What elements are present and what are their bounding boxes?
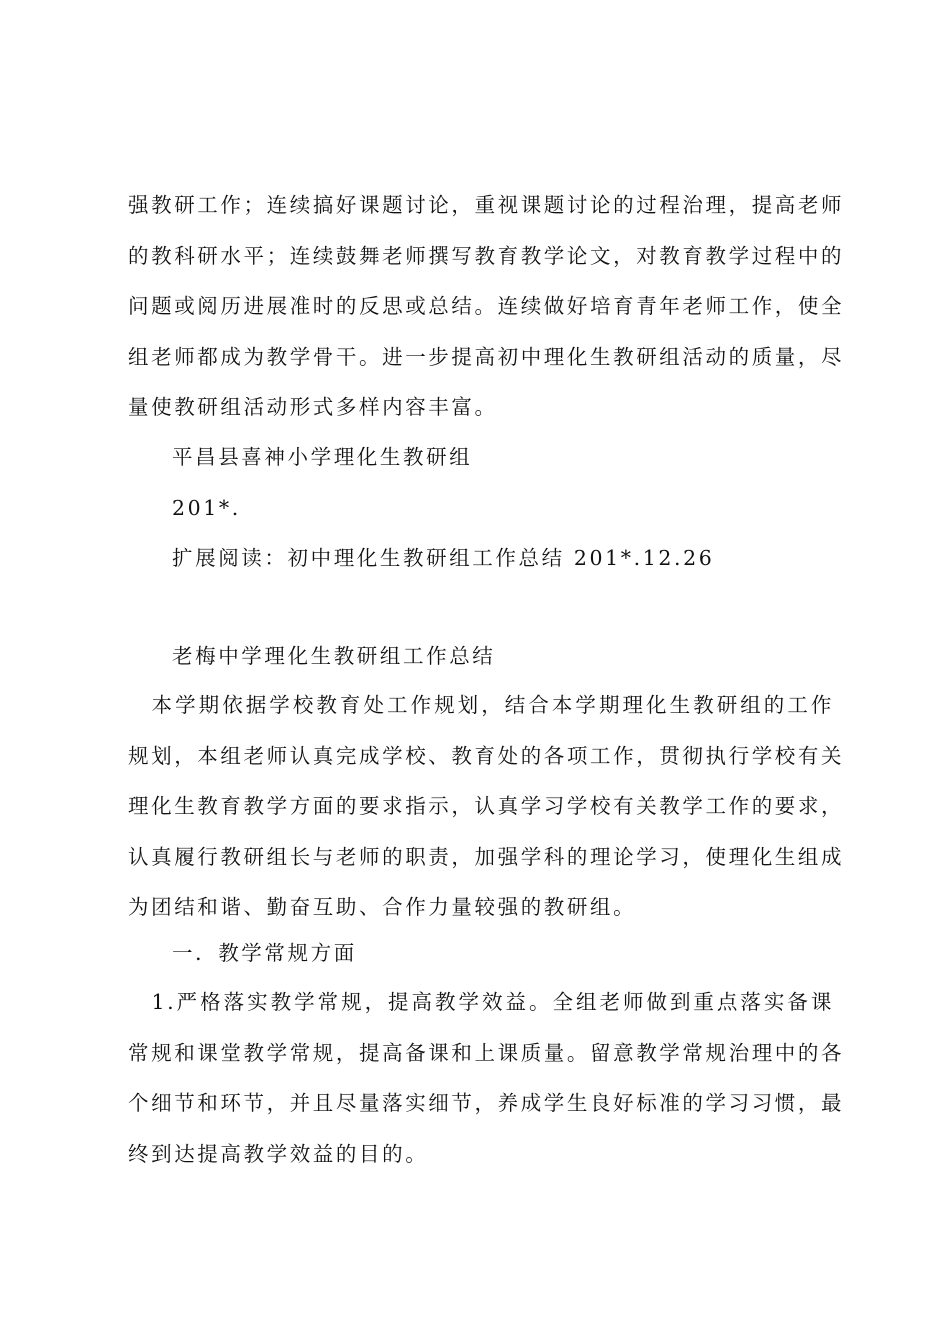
paragraph-line: 组老师都成为教学骨干。进一步提高初中理化生教研组活动的质量，尽 <box>128 344 845 369</box>
signature-date: 201*. <box>172 496 241 520</box>
paragraph-line: 个细节和环节，并且尽量落实细节，养成学生良好标准的学习习惯，最 <box>128 1091 845 1115</box>
paragraph-line: 问题或阅历进展准时的反思或总结。连续做好培育青年老师工作，使全 <box>128 294 845 318</box>
section-heading: 一．教学常规方面 <box>172 941 357 965</box>
paragraph-line: 认真履行教研组长与老师的职责，加强学科的理论学习，使理化生组成 <box>128 844 845 869</box>
paragraph-line: 终到达提高教学效益的目的。 <box>128 1141 429 1166</box>
section-paragraph <box>128 977 845 1179</box>
paragraph-line: 为团结和谐、勤奋互助、合作力量较强的教研组。 <box>128 895 637 919</box>
paragraph-line: 的教科研水平；连续鼓舞老师撰写教育教学论文，对教育教学过程中的 <box>128 243 845 268</box>
paragraph-line: 本学期依据学校教育处工作规划，结合本学期理化生教研组的工作 <box>128 693 834 717</box>
paragraph-line: 理化生教育教学方面的要求指示，认真学习学校有关教学工作的要求， <box>128 794 845 818</box>
paragraph-continuation <box>128 180 845 433</box>
paragraph-line: 强教研工作；连续搞好课题讨论，重视课题讨论的过程治理，提高老师 <box>128 193 845 217</box>
paragraph-line: 量使教研组活动形式多样内容丰富。 <box>128 395 498 419</box>
paragraph-line: 规划，本组老师认真完成学校、教育处的各项工作，贯彻执行学校有关 <box>128 743 845 768</box>
paragraph-line: 1.严格落实教学常规，提高教学效益。全组老师做到重点落实备课 <box>128 990 834 1014</box>
intro-paragraph <box>128 680 845 933</box>
article-title: 老梅中学理化生教研组工作总结 <box>172 644 496 668</box>
paragraph-line: 常规和课堂教学常规，提高备课和上课质量。留意教学常规治理中的各 <box>128 1040 845 1065</box>
signature-org: 平昌县喜神小学理化生教研组 <box>172 445 473 469</box>
extended-reading-line: 扩展阅读：初中理化生教研组工作总结 201*.12.26 <box>172 546 715 570</box>
